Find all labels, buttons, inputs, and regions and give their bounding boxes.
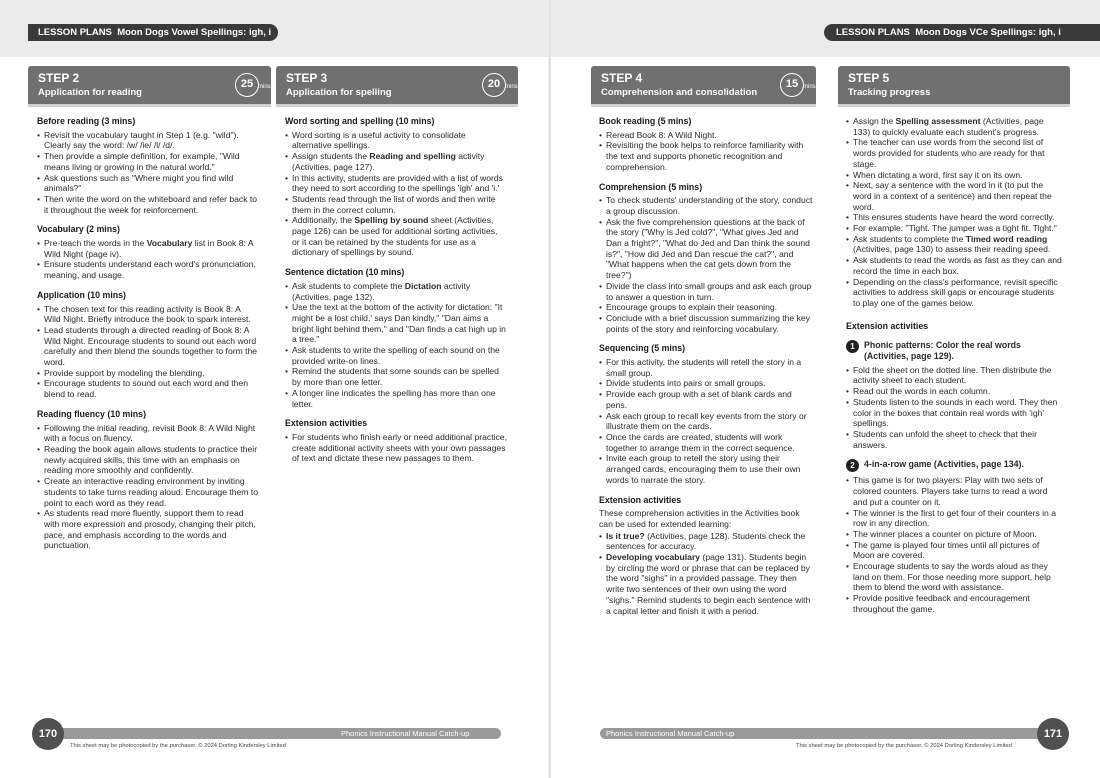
bullet-list xyxy=(846,116,1062,309)
list-item: • Encourage students to sound out each word and then blend to read. xyxy=(37,378,259,399)
list-item: • Ask students to write the spelling of each sound on the provided write-on lines. xyxy=(285,345,507,366)
list-item: • Use the text at the bottom of the activity for dictation: "It might be a lost child,' says Dan kindly," "Dan aims a bright light behind them," and "Dan finds a cat high up in a tree." xyxy=(285,302,507,345)
footer-text: Phonics Instructional Manual Catch-up xyxy=(606,729,735,738)
tab-title: Moon Dogs VCe Spellings: igh, i xyxy=(915,27,1061,38)
extension-section xyxy=(599,495,814,617)
activity-heading xyxy=(846,459,1062,472)
bullet-list xyxy=(285,281,507,409)
list-item: • Assign the Spelling assessment (Activities, page 133) to quickly evaluate each student's progress. xyxy=(846,116,1062,137)
page-number: 170 xyxy=(32,718,64,750)
content-section xyxy=(285,267,507,409)
list-item: • For students who finish early or need additional practice, create additional activity sheets with your own passages of text and dictate these new passages to them. xyxy=(285,432,507,464)
list-item: • The chosen text for this reading activity is Book 8: A Wild Night. Briefly introduce the book to spark interest. xyxy=(37,304,259,325)
section-heading: Comprehension (5 mins) xyxy=(599,181,703,192)
bullet-list xyxy=(285,130,507,258)
list-item: • Pre-teach the words in the Vocabulary list in Book 8: A Wild Night (page iv). xyxy=(37,238,259,259)
list-item: • Ask the five comprehension questions at the back of the story ("Why is Jed cold?", "What gives Jed and Dan a fright?", "What do Jed and Dan think the sound is?", "How did Jed and Dan rescue the cat?", and "What happens when the cat gets down from the tree?") xyxy=(599,217,814,281)
right-page xyxy=(551,0,1100,778)
list-item: • For this activity, the students will retell the story in a small group. xyxy=(599,357,814,378)
timer-icon: 25 mins xyxy=(235,73,259,97)
bullet-list xyxy=(37,238,259,281)
bullet-list xyxy=(846,475,1062,614)
list-item: • Conclude with a brief discussion summarizing the key points of the story and reinforcing vocabulary. xyxy=(599,313,814,334)
list-item: • Divide students into pairs or small groups. xyxy=(599,378,814,389)
copyright-notice: This sheet may be photocopied by the purchaser. © 2024 Dorling Kindersley Limited xyxy=(796,743,1012,749)
list-item: • A longer line indicates the spelling has more than one letter. xyxy=(285,388,507,409)
tab-title: Moon Dogs Vowel Spellings: igh, i xyxy=(117,27,272,38)
list-item: • Ensure students understand each word's pronunciation, meaning, and usage. xyxy=(37,259,259,280)
section-heading: Reading fluency (10 mins) xyxy=(37,408,147,419)
content-section xyxy=(285,418,507,464)
list-item: • In this activity, students are provided with a list of words they need to sort according to the spellings 'igh' and 'i.' xyxy=(285,173,507,194)
content-section xyxy=(37,290,259,400)
list-item: • Students can unfold the sheet to check that their answers. xyxy=(846,429,1062,450)
list-item: • Divide the class into small groups and ask each group to answer a question in turn. xyxy=(599,281,814,302)
bullet-list xyxy=(37,304,259,400)
list-item: • Then provide a simple definition, for example, "Wild means living or growing in the natural world." xyxy=(37,151,259,172)
list-item: • This game is for two players: Play with two sets of colored counters. Players take turns to read a word and put a counter on it. xyxy=(846,475,1062,507)
list-item: • When dictating a word, first say it on its own. xyxy=(846,170,1062,181)
footer-text: Phonics Instructional Manual Catch-up xyxy=(341,729,470,738)
list-item: • Create an interactive reading environment by inviting students to take turns reading aloud. Encourage them to point to each word as they read. xyxy=(37,476,259,508)
list-item: • Provide each group with a set of blank cards and pens. xyxy=(599,389,814,410)
left-page xyxy=(0,0,549,778)
list-item: • Ask students to read the words as fast as they can and record the time in each box. xyxy=(846,255,1062,276)
bullet-list xyxy=(37,130,259,216)
step2-content xyxy=(37,116,259,560)
list-item: • The teacher can use words from the second list of words provided for students who are ready for that stage. xyxy=(846,137,1062,169)
list-item: • Encourage students to say the words aloud as they land on them. For those needing more support, help them to blend the word with assistance. xyxy=(846,561,1062,593)
list-item: • Provide positive feedback and encouragement throughout the game. xyxy=(846,593,1062,614)
step-number: STEP 5 xyxy=(848,71,890,85)
list-item: • As students read more fluently, support them to read with more expression and prosody, changing their pitch, pace, and emphasis according to the words and punctuation. xyxy=(37,508,259,551)
list-item: • Revisiting the book helps to reinforce familiarity with the text and supports phonetic recognition and comprehension. xyxy=(599,140,814,172)
activity-title: Phonic patterns: Color the real words (Activities, page 129). xyxy=(864,340,1021,362)
content-section xyxy=(599,182,814,335)
list-item: • Additionally, the Spelling by sound sheet (Activities, page 126) can be used for additional sorting activities, or it can be retained by the students for use as a dictionary of spellings by sound. xyxy=(285,215,507,258)
step-title: Application for spelling xyxy=(286,87,392,98)
list-item: • Lead students through a directed reading of Book 8: A Wild Night. Encourage students to sound out each word carefully and then blend the sounds together to form the word. xyxy=(37,325,259,368)
content-section xyxy=(599,343,814,485)
timer-icon: 20 mins xyxy=(482,73,506,97)
activity-heading xyxy=(846,340,1062,361)
step5-content xyxy=(846,116,1062,615)
list-item: • Once the cards are created, students will work together to arrange them in the correct sequence. xyxy=(599,432,814,453)
list-item: • The winner is the first to get four of their counters in a row in any direction. xyxy=(846,508,1062,529)
page-number: 171 xyxy=(1037,718,1069,750)
extension-intro: These comprehension activities in the Activities book can be used for extended learning: xyxy=(599,508,800,529)
bullet-list xyxy=(599,130,814,173)
section-heading: Sentence dictation (10 mins) xyxy=(285,267,405,278)
list-item: • For example: "Tight. The jumper was a tight fit. Tight." xyxy=(846,223,1062,234)
list-item: • This ensures students have heard the word correctly. xyxy=(846,212,1062,223)
list-item: • Ask students to complete the Timed word reading (Activities, page 130) to assess their reading speed. xyxy=(846,234,1062,255)
list-item: • Ask students to complete the Dictation activity (Activities, page 132). xyxy=(285,281,507,302)
step2-header xyxy=(28,66,271,104)
step3-header xyxy=(276,66,518,104)
section-heading: Book reading (5 mins) xyxy=(599,116,692,126)
content-section xyxy=(285,116,507,258)
step-number: STEP 2 xyxy=(38,71,80,85)
tracking-section xyxy=(846,116,1062,309)
copyright-notice: This sheet may be photocopied by the purchaser. © 2024 Dorling Kindersley Limited xyxy=(70,743,286,749)
list-item: • Invite each group to retell the story using their arranged cards, encouraging them to use their own words to narrate the story. xyxy=(599,453,814,485)
bullet-list xyxy=(599,195,814,334)
list-item: • Students listen to the sounds in each word. They then color in the boxes that contain real words with 'igh' spellings. xyxy=(846,397,1062,429)
section-heading: Vocabulary (2 mins) xyxy=(37,224,120,235)
bullet-list xyxy=(846,365,1062,451)
lesson-plans-tab xyxy=(824,24,1100,41)
content-section xyxy=(37,409,259,551)
section-heading: Extension activities xyxy=(285,418,368,429)
step-number: STEP 3 xyxy=(286,71,328,85)
section-heading: Before reading (3 mins) xyxy=(37,116,136,126)
list-item: • Assign students the Reading and spelling activity (Activities, page 127). xyxy=(285,151,507,172)
step4-header xyxy=(591,66,816,104)
step-title: Application for reading xyxy=(38,87,142,98)
list-item: • Ask each group to recall key events from the story or illustrate them on the cards. xyxy=(599,411,814,432)
list-item: • Next, say a sentence with the word in it (to put the word in a context of a sentence) and then repeat the word. xyxy=(846,180,1062,212)
content-section xyxy=(599,116,814,173)
list-item: • Reading the book again allows students to practice their newly acquired skills, this time with an emphasis on reading more smoothly and confidently. xyxy=(37,444,259,476)
list-item: • Following the initial reading, revisit Book 8: A Wild Night with a focus on fluency. xyxy=(37,423,259,444)
step4-content xyxy=(599,116,814,625)
list-item: • The game is played four times until all pictures of Moon are covered. xyxy=(846,540,1062,561)
content-section xyxy=(37,116,259,215)
section-heading: Extension activities xyxy=(846,320,929,331)
list-item: • Ask questions such as "Where might you find wild animals?" xyxy=(37,173,259,194)
list-item: • Depending on the class's performance, revisit specific activities to address skill gaps or encourage students to play one of the games below. xyxy=(846,277,1062,309)
list-item: • Provide support by modeling the blending. xyxy=(37,368,259,379)
section-heading: Application (10 mins) xyxy=(37,289,126,300)
list-item: • Developing vocabulary (page 131). Students begin by circling the word or phrase that can be replaced by the word "sighs" in a provided passage. They then write two sentences of their own using the word "sighs." Remind students to begin each sentence with a capital letter and finish it with a period. xyxy=(599,552,814,616)
bullet-list xyxy=(285,432,507,464)
step3-content xyxy=(285,116,507,473)
list-item: • Students read through the list of words and then write them in the correct column. xyxy=(285,194,507,215)
list-item: • Is it true? (Activities, page 128). Students check the sentences for accuracy. xyxy=(599,531,814,552)
list-item: • Reread Book 8: A Wild Night. xyxy=(599,130,814,141)
bullet-list xyxy=(599,531,814,617)
step-title: Tracking progress xyxy=(848,87,931,98)
lesson-plans-tab xyxy=(28,24,278,41)
activity-title: 4-in-a-row game (Activities, page 134). xyxy=(864,459,1024,470)
bullet-list xyxy=(599,357,814,485)
step-title: Comprehension and consolidation xyxy=(601,87,758,98)
tab-label: LESSON PLANS xyxy=(38,27,112,38)
list-item: • The winner places a counter on picture of Moon. xyxy=(846,529,1062,540)
bullet-list xyxy=(37,423,259,551)
section-heading: Sequencing (5 mins) xyxy=(599,343,686,354)
list-item: • Word sorting is a useful activity to consolidate alternative spellings. xyxy=(285,130,507,151)
section-heading: Word sorting and spelling (10 mins) xyxy=(285,116,435,126)
timer-icon: 15 mins xyxy=(780,73,804,97)
step-number: STEP 4 xyxy=(601,71,643,85)
number-badge-icon: 1 xyxy=(846,340,859,353)
list-item: • Remind the students that some sounds can be spelled by more than one letter. xyxy=(285,366,507,387)
list-item: • Then write the word on the whiteboard and refer back to it throughout the week for reinforcement. xyxy=(37,194,259,215)
list-item: • Revisit the vocabulary taught in Step 1 (e.g. "wild"). Clearly say the word: /w/ /ie/ /l/ /d/. xyxy=(37,130,259,151)
list-item: • Read out the words in each column. xyxy=(846,386,1062,397)
section-heading: Extension activities xyxy=(599,494,682,505)
list-item: • To check students' understanding of the story, conduct a group discussion. xyxy=(599,195,814,216)
list-item: • Encourage groups to explain their reasoning. xyxy=(599,302,814,313)
tab-label: LESSON PLANS xyxy=(836,27,910,38)
content-section xyxy=(37,224,259,281)
list-item: • Fold the sheet on the dotted line. Then distribute the activity sheet to each student. xyxy=(846,365,1062,386)
number-badge-icon: 2 xyxy=(846,459,859,472)
step5-header xyxy=(838,66,1070,104)
